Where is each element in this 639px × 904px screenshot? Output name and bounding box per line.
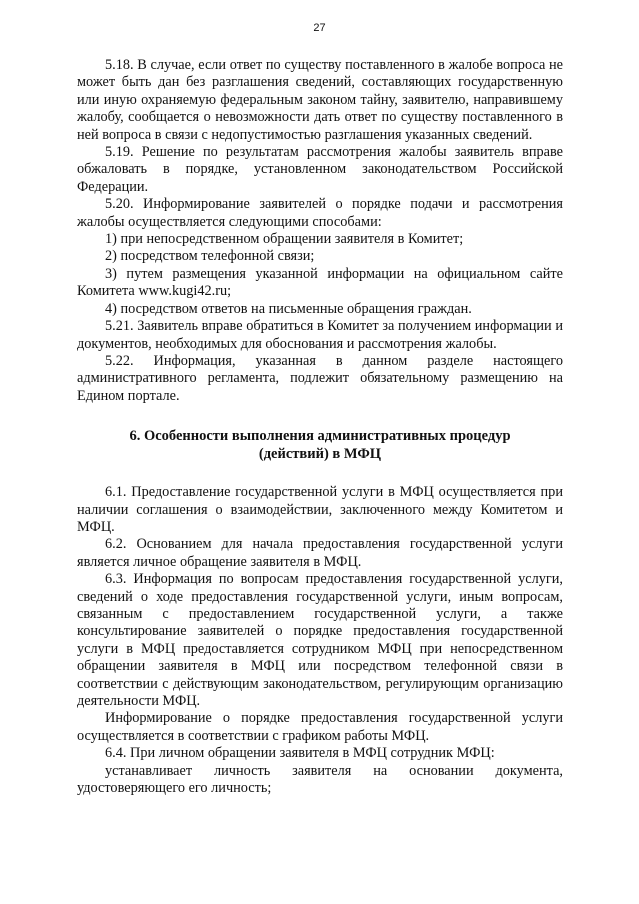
list-item-3: 3) путем размещения указанной информации на официальном сайте Комитета www.kugi42.ru; — [77, 265, 563, 300]
paragraph-5-18: 5.18. В случае, если ответ по существу поставленного в жалобе вопроса не может быть дан без разглашения сведений, составляющих государственную или иную охраняемую федеральным законом тайну, заявителю, направившему жалобу, сообщается о невозможности дать ответ по существу поставленного в ней вопроса в связи с недопустимостью разглашения указанных сведений. — [77, 57, 563, 143]
page-number: 27 — [313, 22, 326, 34]
paragraph-6-3: 6.3. Информация по вопросам предоставления государственной услуги, сведений о ходе предоставления государственной услуги, иным вопросам, связанным с предоставлением государственной услуги, а также консультирование заявителей о порядке предоставления государственной услуги в МФЦ предоставляется сотрудником МФЦ при непосредственном обращении заявителя в МФЦ или посредством телефонной связи в соответствии с действующим законодательством, регулирующим организацию деятельности МФЦ. — [77, 571, 563, 709]
paragraph-5-21: 5.21. Заявитель вправе обратиться в Комитет за получением информации и документов, необходимых для обоснования и рассмотрения жалобы. — [77, 318, 563, 352]
paragraph-6-2: 6.2. Основанием для начала предоставления государственной услуги является личное обращение заявителя в МФЦ. — [77, 536, 563, 570]
paragraph-identity: устанавливает личность заявителя на основании документа, удостоверяющего его личность; — [77, 762, 563, 797]
paragraph-6-1: 6.1. Предоставление государственной услуги в МФЦ осуществляется при наличии соглашения о взаимодействии, заключенного между Комитетом и МФЦ. — [77, 484, 563, 535]
document-body — [77, 57, 563, 797]
section-heading: 6. Особенности выполнения административных процедур (действий) в МФЦ — [129, 428, 511, 463]
paragraph-5-19: 5.19. Решение по результатам рассмотрения жалобы заявитель вправе обжаловать в порядке, установленном законодательством Российской Федерации. — [77, 144, 563, 195]
list-item-2: 2) посредством телефонной связи; — [105, 248, 315, 265]
paragraph-6-4: 6.4. При личном обращении заявителя в МФЦ сотрудник МФЦ: — [105, 745, 495, 762]
list-item-4: 4) посредством ответов на письменные обращения граждан. — [105, 300, 472, 317]
paragraph-5-20: 5.20. Информирование заявителей о порядке подачи и рассмотрения жалобы осуществляется следующими способами: — [77, 196, 563, 230]
paragraph-5-22: 5.22. Информация, указанная в данном разделе настоящего административного регламента, подлежит обязательному размещению на Едином портале. — [77, 352, 563, 404]
list-item-1: 1) при непосредственном обращении заявителя в Комитет; — [105, 231, 464, 248]
paragraph-informing: Информирование о порядке предоставления государственной услуги осуществляется в соответствии с графиком работы МФЦ. — [77, 710, 563, 744]
